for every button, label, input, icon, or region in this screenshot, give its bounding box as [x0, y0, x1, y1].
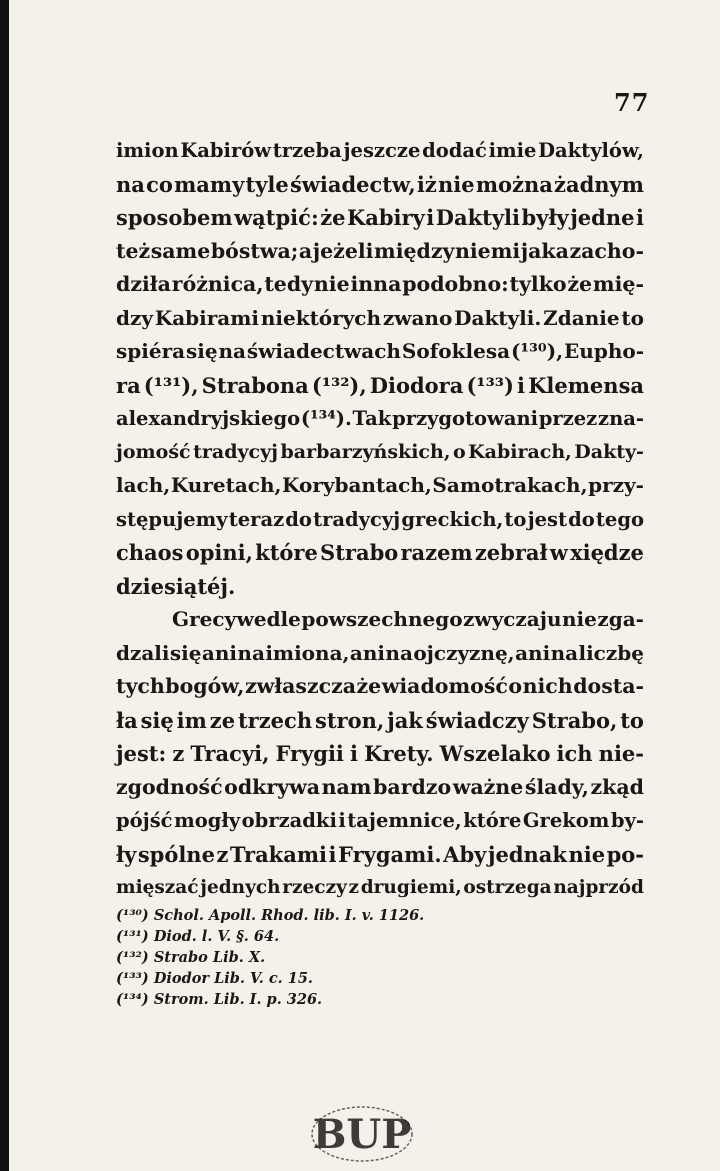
word: tyle	[245, 171, 289, 197]
word: zwano	[382, 305, 453, 330]
word: Kabiry	[347, 205, 425, 230]
word: tych	[116, 674, 165, 698]
word: Kuretach,	[170, 473, 282, 497]
word: co	[146, 171, 173, 197]
word: jedne	[570, 205, 635, 230]
word: jednych	[200, 877, 281, 898]
word: (¹³²),	[311, 372, 367, 398]
word: Kabirach,	[468, 440, 572, 463]
word: bardzo	[373, 774, 452, 799]
word: Eupho-	[564, 339, 644, 363]
word: się	[169, 640, 202, 665]
word: w	[549, 540, 568, 565]
word: (¹³¹),	[143, 372, 199, 398]
word: im	[176, 707, 207, 733]
text-line	[116, 134, 644, 168]
text-line	[116, 268, 644, 302]
word: ze	[209, 707, 236, 733]
word: dziesiątéj.	[116, 573, 236, 599]
word: Diodora	[369, 372, 464, 398]
word: imion	[116, 139, 179, 162]
word: Trakami	[229, 841, 328, 867]
word: alexandryjskiego	[116, 407, 301, 430]
word: imiona,	[265, 640, 350, 665]
word: tradycyj	[313, 507, 401, 531]
word: by-	[610, 809, 644, 832]
word: Frygii	[275, 741, 344, 766]
word: Strabo	[320, 540, 399, 565]
word: dziła	[116, 272, 171, 296]
word: opini,	[185, 540, 253, 565]
word: tego	[595, 507, 644, 531]
word: mię-	[592, 272, 644, 296]
word: Sofoklesa	[401, 339, 511, 363]
word: przy-	[588, 473, 644, 497]
word: świadectw,	[289, 171, 416, 197]
word: jest:	[116, 741, 167, 766]
text-line	[116, 469, 644, 503]
word: ra	[116, 372, 141, 398]
footnote: (¹³³) Diodor Lib. V. c. 15.	[116, 970, 313, 987]
word: były	[521, 205, 569, 230]
word: Daktyli.	[454, 305, 542, 330]
word: na	[237, 640, 265, 665]
word: nam	[321, 774, 372, 799]
word: ani	[201, 640, 238, 665]
word: Aby	[443, 841, 487, 867]
word: przez	[538, 407, 598, 430]
word: Grecy	[172, 607, 237, 631]
word: jest	[527, 507, 568, 531]
text-line	[116, 369, 644, 403]
word: się	[185, 339, 218, 363]
word: o	[452, 440, 466, 463]
word: Krety.	[364, 741, 434, 766]
word: i	[350, 741, 358, 766]
word: zebrał	[474, 540, 548, 565]
text-line	[116, 670, 644, 704]
word: to	[621, 305, 644, 330]
word: świadectwach	[246, 339, 401, 363]
word: tradycyj	[193, 440, 278, 463]
stamp-letters: BUP	[312, 1111, 412, 1158]
word: jomość	[116, 440, 191, 463]
text-line	[116, 771, 644, 805]
word: tajemnice,	[347, 809, 462, 832]
word: do	[285, 507, 312, 531]
word: zkąd	[590, 774, 644, 799]
word: Strabona	[201, 372, 309, 398]
word: najprzód	[553, 877, 644, 898]
word: spiéra	[116, 339, 186, 363]
word: powszechnego	[301, 607, 463, 631]
word: ślady,	[524, 774, 589, 799]
word: zna-	[598, 407, 644, 430]
word: rzeczy	[282, 877, 347, 898]
word: liczbę	[578, 640, 644, 665]
word: ojczyznę,	[413, 640, 515, 665]
word: same	[150, 238, 211, 263]
word: pójść	[116, 809, 173, 832]
word: sposobem	[116, 205, 233, 230]
word: i	[426, 205, 435, 230]
word: (¹³⁰),	[510, 339, 564, 363]
library-stamp	[308, 1100, 416, 1164]
word: inna	[350, 272, 402, 296]
word: które	[463, 809, 522, 832]
word: ła	[116, 707, 138, 733]
word: tedy	[264, 272, 314, 296]
word: Tracyi,	[190, 741, 270, 766]
word: obrzadki	[241, 809, 337, 832]
text-line	[116, 436, 644, 470]
text-line	[116, 637, 644, 671]
word: dzali	[116, 640, 170, 665]
word: spólne	[137, 841, 215, 867]
word: bogów,	[165, 674, 245, 698]
text-line	[116, 838, 644, 872]
text-line	[116, 503, 644, 537]
word: bóstwa;	[210, 238, 299, 263]
word: Korybantach,	[282, 473, 432, 497]
paragraph-first-line	[116, 603, 644, 637]
word: a	[298, 238, 313, 263]
word: tylko	[509, 272, 567, 296]
word: do	[568, 507, 595, 531]
word: zwłaszcza	[244, 674, 357, 698]
word: Zdanie	[543, 305, 620, 330]
word: Klemensa	[528, 372, 644, 398]
word: mogły	[174, 809, 241, 832]
word: niektórych	[260, 305, 382, 330]
text-line	[116, 536, 644, 570]
word: różnica,	[171, 272, 264, 296]
word: zgodność	[116, 774, 223, 799]
word: można	[475, 171, 553, 197]
text-line	[116, 235, 644, 269]
word: dzy	[116, 305, 153, 330]
word: że	[356, 674, 382, 698]
footnotes	[116, 905, 536, 1010]
text-line	[116, 402, 644, 436]
footnote: (¹³²) Strabo Lib. X.	[116, 949, 266, 966]
word: Dakty-	[574, 440, 644, 463]
text-line	[116, 302, 644, 336]
word: mamy	[174, 171, 245, 197]
word: świadczy	[425, 707, 529, 733]
word: greckich,	[401, 507, 504, 531]
word: nie	[438, 171, 475, 197]
word: jeżeli	[312, 238, 374, 263]
word: to	[504, 507, 527, 531]
word: przygotowani	[392, 407, 539, 430]
word: stępujemy	[116, 507, 228, 531]
word: imie	[488, 139, 537, 162]
word: teraz	[228, 507, 285, 531]
word: jeszcze	[343, 139, 421, 162]
word: podobno:	[402, 272, 509, 296]
footnote: (¹³¹) Diod. l. V. §. 64.	[116, 928, 280, 945]
word: Tak	[352, 407, 392, 430]
word: nie	[568, 841, 606, 867]
word: i	[635, 205, 644, 230]
page-number: 77	[614, 88, 650, 117]
word: niemi	[454, 238, 521, 263]
word: i	[328, 841, 337, 867]
word: Daktylów,	[538, 139, 644, 162]
word: nich	[522, 674, 573, 698]
footnote: (¹³⁰) Schol. Apoll. Rhod. lib. I. v. 1126.	[116, 907, 425, 924]
text-line	[116, 737, 644, 771]
word: wedle	[236, 607, 301, 631]
word: z	[172, 741, 185, 766]
text-line	[116, 704, 644, 738]
word: (¹³⁴).	[300, 407, 352, 430]
word: Grekom	[522, 809, 610, 832]
word: ważne	[452, 774, 524, 799]
word: zga-	[597, 607, 644, 631]
word: i	[338, 809, 346, 832]
word: się	[140, 707, 174, 733]
word: Daktyli	[435, 205, 521, 230]
word: jaka	[520, 238, 569, 263]
word: Kabirami	[154, 305, 259, 330]
word: Kabirów	[180, 139, 272, 162]
word: ich	[556, 741, 593, 766]
word: chaos	[116, 540, 184, 565]
text-line	[116, 570, 644, 604]
text-line	[116, 201, 644, 235]
word: xiędze	[570, 540, 644, 565]
word: drugiemi,	[360, 877, 462, 898]
text-line	[116, 804, 644, 838]
word: nie	[313, 272, 350, 296]
word: wiadomość	[381, 674, 508, 698]
word: na	[218, 339, 246, 363]
word: z	[216, 841, 229, 867]
word: (¹³³)	[466, 372, 514, 398]
word: żadnym	[554, 171, 644, 197]
word: to	[620, 707, 644, 733]
word: ani	[349, 640, 386, 665]
word: na	[550, 640, 579, 665]
word: ły	[116, 841, 137, 867]
word: odkrywa	[224, 774, 321, 799]
book-spine-shadow	[0, 0, 9, 1171]
footnote: (¹³⁴) Strom. Lib. I. p. 326.	[116, 991, 323, 1008]
word: nie-	[598, 741, 644, 766]
word: zacho-	[569, 238, 644, 263]
word: na	[385, 640, 413, 665]
word: i	[517, 372, 526, 398]
word: lach,	[116, 473, 171, 497]
word: nie	[562, 607, 597, 631]
word: stron,	[315, 707, 385, 733]
word: na	[116, 171, 145, 197]
word: trzech	[237, 707, 313, 733]
word: że	[320, 205, 346, 230]
word: jednak	[487, 841, 567, 867]
word: mięszać	[116, 877, 199, 898]
word: dodać	[422, 139, 487, 162]
word: które	[255, 540, 318, 565]
word: Strabo,	[531, 707, 618, 733]
word: razem	[400, 540, 473, 565]
word: ostrzega	[463, 877, 552, 898]
word: iż	[416, 171, 437, 197]
text-line	[116, 168, 644, 202]
word: między	[374, 238, 455, 263]
body-text	[116, 134, 644, 905]
word: ani	[515, 640, 551, 665]
word: trzeba	[272, 139, 342, 162]
word: też	[116, 238, 151, 263]
text-line	[116, 335, 644, 369]
word: o	[508, 674, 523, 698]
word: z	[348, 877, 360, 898]
word: Frygami.	[338, 841, 442, 867]
word: jak	[387, 707, 423, 733]
word: zwyczaju	[463, 607, 562, 631]
word: wątpić:	[234, 205, 319, 230]
word: Samotrakach,	[432, 473, 588, 497]
text-line	[116, 871, 644, 905]
word: że	[567, 272, 593, 296]
word: dosta-	[573, 674, 644, 698]
word: po-	[606, 841, 644, 867]
word: Wszelako	[439, 741, 551, 766]
word: barbarzyńskich,	[280, 440, 451, 463]
